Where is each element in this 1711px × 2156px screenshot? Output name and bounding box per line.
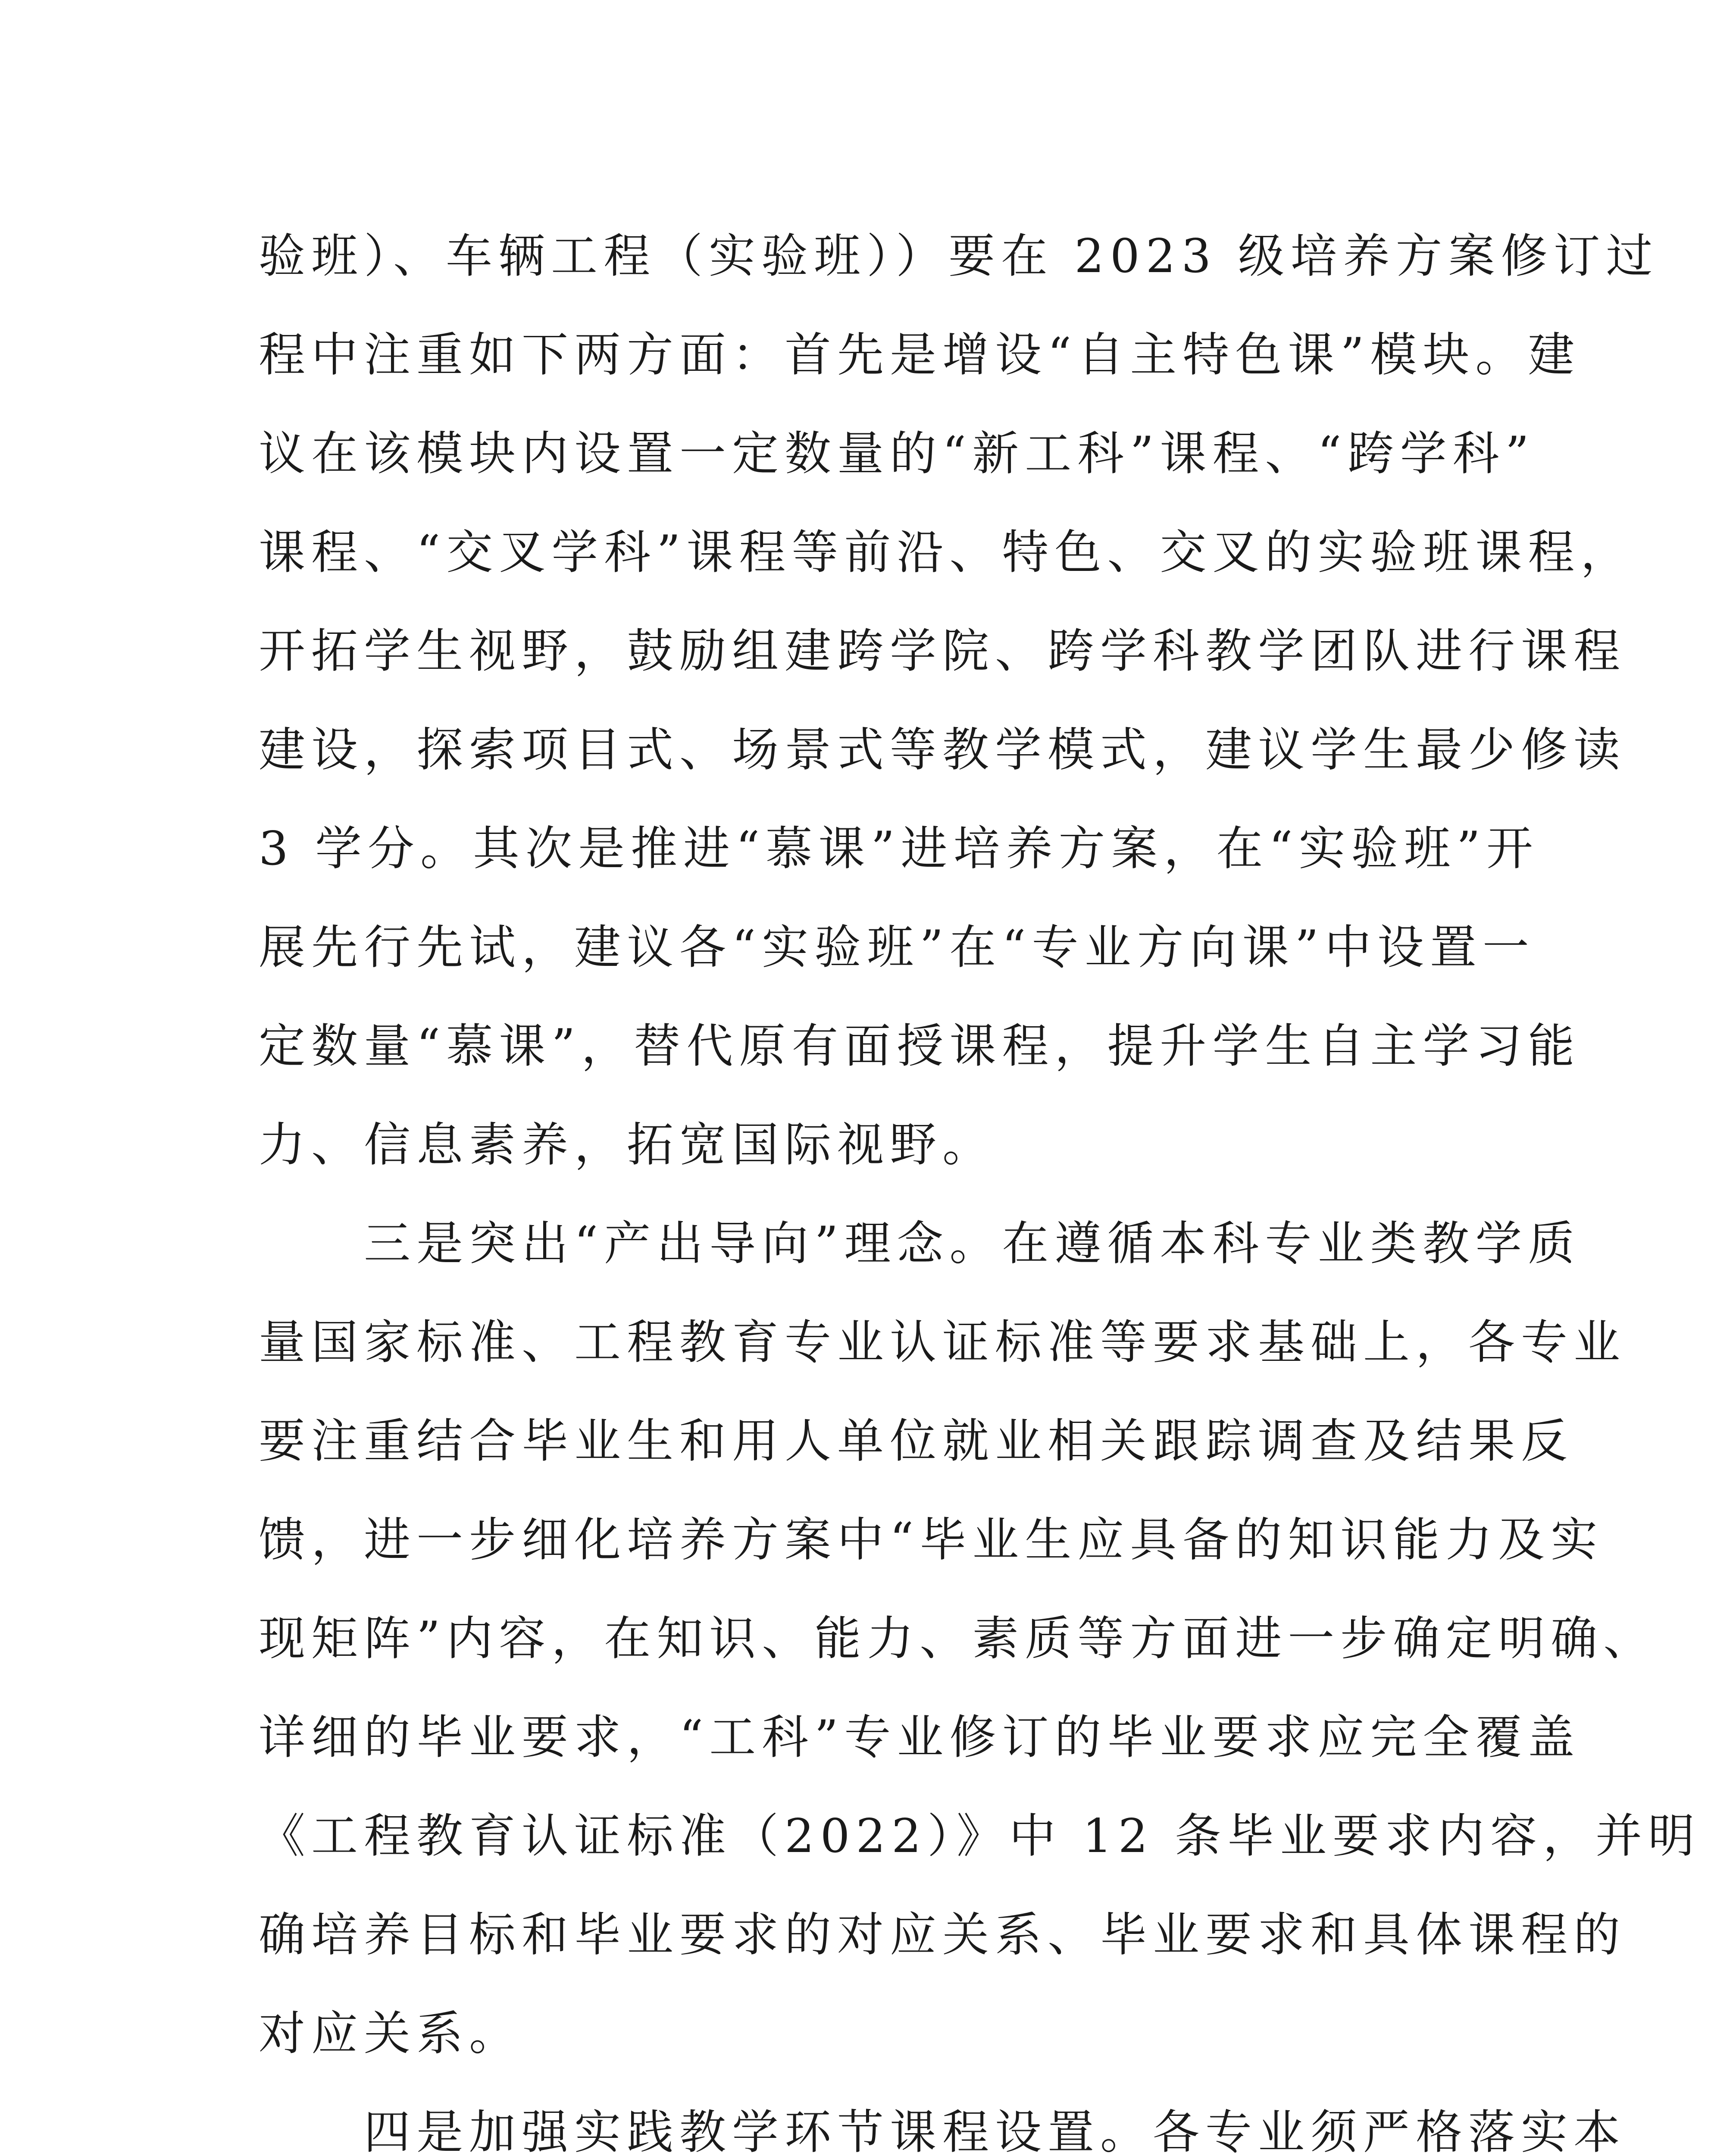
text-line: 程中注重如下两方面：首先是增设“自主特色课”模块。建 [259,328,1581,382]
text-line: 量国家标准、工程教育专业认证标准等要求基础上，各专业 [259,1316,1627,1369]
text-line: 详细的毕业要求，“工科”专业修订的毕业要求应完全覆盖 [259,1711,1581,1764]
text-line: 要注重结合毕业生和用人单位就业相关跟踪调查及结果反 [259,1414,1574,1468]
text-line: 三是突出“产出导向”理念。在遵循本科专业类教学质 [364,1217,1581,1271]
text-line: 现矩阵”内容，在知识、能力、素质等方面进一步确定明确、 [259,1612,1656,1666]
text-line: 议在该模块内设置一定数量的“新工科”课程、“跨学科” [259,427,1535,481]
text-line: 展先行先试，建议各“实验班”在“专业方向课”中设置一 [259,921,1535,975]
text-line: 定数量“慕课”，替代原有面授课程，提升学生自主学习能 [259,1019,1581,1073]
text-line: 力、信息素养，拓宽国际视野。 [259,1118,995,1172]
text-line: 对应关系。 [259,2007,522,2061]
text-line: 确培养目标和毕业要求的对应关系、毕业要求和具体课程的 [259,1908,1627,1962]
text-line: 馈，进一步细化培养方案中“毕业生应具备的知识能力及实 [259,1513,1604,1567]
text-line: 四是加强实践教学环节课程设置。各专业须严格落实本 [364,2106,1627,2156]
body-text [259,207,1701,2156]
text-line: 课程、“交叉学科”课程等前沿、特色、交叉的实验班课程， [259,526,1633,580]
text-line: 验班）、车辆工程（实验班））要在 2023 级培养方案修订过 [259,229,1659,283]
text-line: 3 学分。其次是推进“慕课”进培养方案，在“实验班”开 [259,822,1539,876]
paragraph [259,2083,1627,2156]
paragraph [259,207,1659,1194]
paragraph [259,1194,1701,2083]
text-line: 《工程教育认证标准（2022）》中 12 条毕业要求内容，并明 [259,1809,1701,1863]
text-line: 开拓学生视野，鼓励组建跨学院、跨学科教学团队进行课程 [259,624,1627,678]
text-line: 建设，探索项目式、场景式等教学模式，建议学生最少修读 [259,723,1627,777]
